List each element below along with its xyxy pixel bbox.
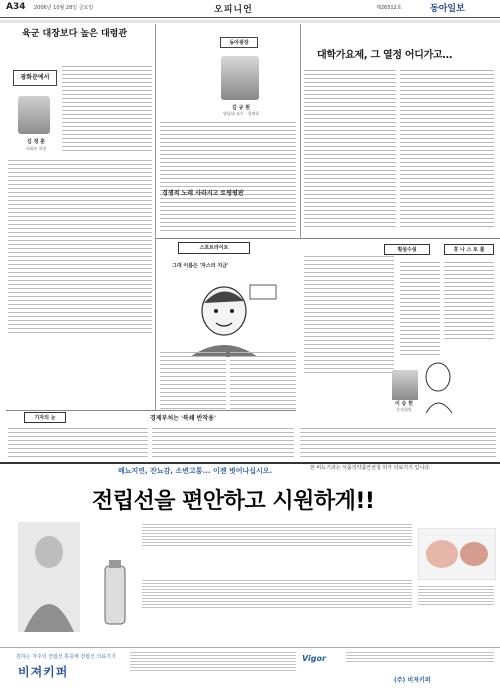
writer-role: 사회부 차장: [25, 146, 47, 151]
writer-role: 논설위원: [396, 407, 412, 412]
main-article-body-col1: [304, 70, 396, 230]
ad-logo: Vigor: [302, 654, 326, 663]
writer-name: 김 규 원: [232, 105, 250, 111]
spotlight-body-col2: [230, 352, 296, 412]
column-label-donga-gwangjang: 동아광장: [220, 37, 258, 48]
writer-portrait: [18, 96, 50, 134]
ad-headline: 전립선을 편안하고 시원하게!!: [92, 489, 375, 514]
columnist-sketch: [416, 355, 456, 415]
page-number: A34: [6, 2, 26, 12]
writer-portrait: [221, 56, 259, 100]
page-header: [0, 0, 500, 18]
ad-product-tag: 원하는 자주의 전립선 통증에 전립선 의료기기: [16, 654, 116, 660]
ad-body-text-3: [418, 586, 494, 607]
writer-portrait: [392, 370, 418, 400]
publication-date: 2006년 10월 28일 금요일: [34, 5, 94, 11]
left-column-headline: 육군 대장보다 높은 대령관: [22, 29, 128, 39]
right-column-label: 횡설수설: [384, 244, 430, 255]
spotlight-body-col1: [160, 352, 226, 412]
spotlight-label: 스포트라이트: [178, 242, 250, 254]
writer-name: 김 정 훈: [27, 139, 45, 145]
section-rule: [6, 410, 296, 411]
column-divider: [155, 24, 156, 410]
reporter-column-body: [8, 428, 148, 460]
ad-product-image: [95, 560, 135, 630]
spotlight-caption: 그대 이름은 '자스터 지금': [172, 263, 229, 269]
column-label-gwanghwamun: 광화문에서: [13, 70, 57, 86]
newspaper-logo: 동아일보: [430, 4, 465, 14]
section-title: 오피니언: [214, 5, 253, 15]
writer-name: 이 승 헌: [395, 401, 413, 407]
economy-body: [152, 428, 294, 460]
ad-body-text-2: [142, 580, 412, 610]
ad-diagram-image: [418, 528, 496, 580]
main-article-headline: 대학가요제, 그 열정 어디가고…: [317, 50, 453, 61]
economy-headline: 경제부처는 '북쇄 반작용': [150, 415, 216, 422]
middle-column-body: [160, 122, 296, 234]
writer-role: 영남대 교수 · 경제학: [223, 111, 259, 116]
left-column-body-top: [62, 66, 152, 154]
ad-tagline: 배뇨지연, 잔뇨감, 소변고통... 이젠 벗어나십시오.: [118, 467, 273, 475]
ad-company-name: (주) 비져키퍼: [394, 677, 431, 684]
ad-footer-text-2: [346, 652, 494, 664]
right-column-label-2: 휴 나 스 토 볼: [444, 244, 494, 255]
issue-number: 제26512호: [376, 5, 402, 11]
main-article-subheading: 경쟁적 노래 사라지고 토평평판: [162, 190, 244, 197]
right-top-body-col2: [444, 262, 494, 342]
right-lower-body: [300, 428, 496, 460]
main-article-body-col3: [304, 256, 394, 376]
ad-body-text: [142, 524, 412, 548]
reporter-column-label: 기자의 눈: [24, 412, 66, 423]
section-rule: [156, 238, 500, 239]
column-divider: [300, 24, 301, 239]
caricature-illustration: [170, 272, 282, 362]
ad-person-photo: [18, 522, 80, 632]
ad-sponsor-note: 본 비뇨기과는 식품의약품안전청 허가 의료기기 입니다.: [310, 465, 431, 471]
header-rule: [0, 20, 500, 23]
main-article-body-col2: [400, 70, 494, 230]
left-column-body: [8, 160, 152, 336]
ad-brand-name: 비져키퍼: [18, 665, 69, 679]
right-top-body-col1: [400, 262, 440, 358]
ad-footer-text: [130, 652, 296, 673]
